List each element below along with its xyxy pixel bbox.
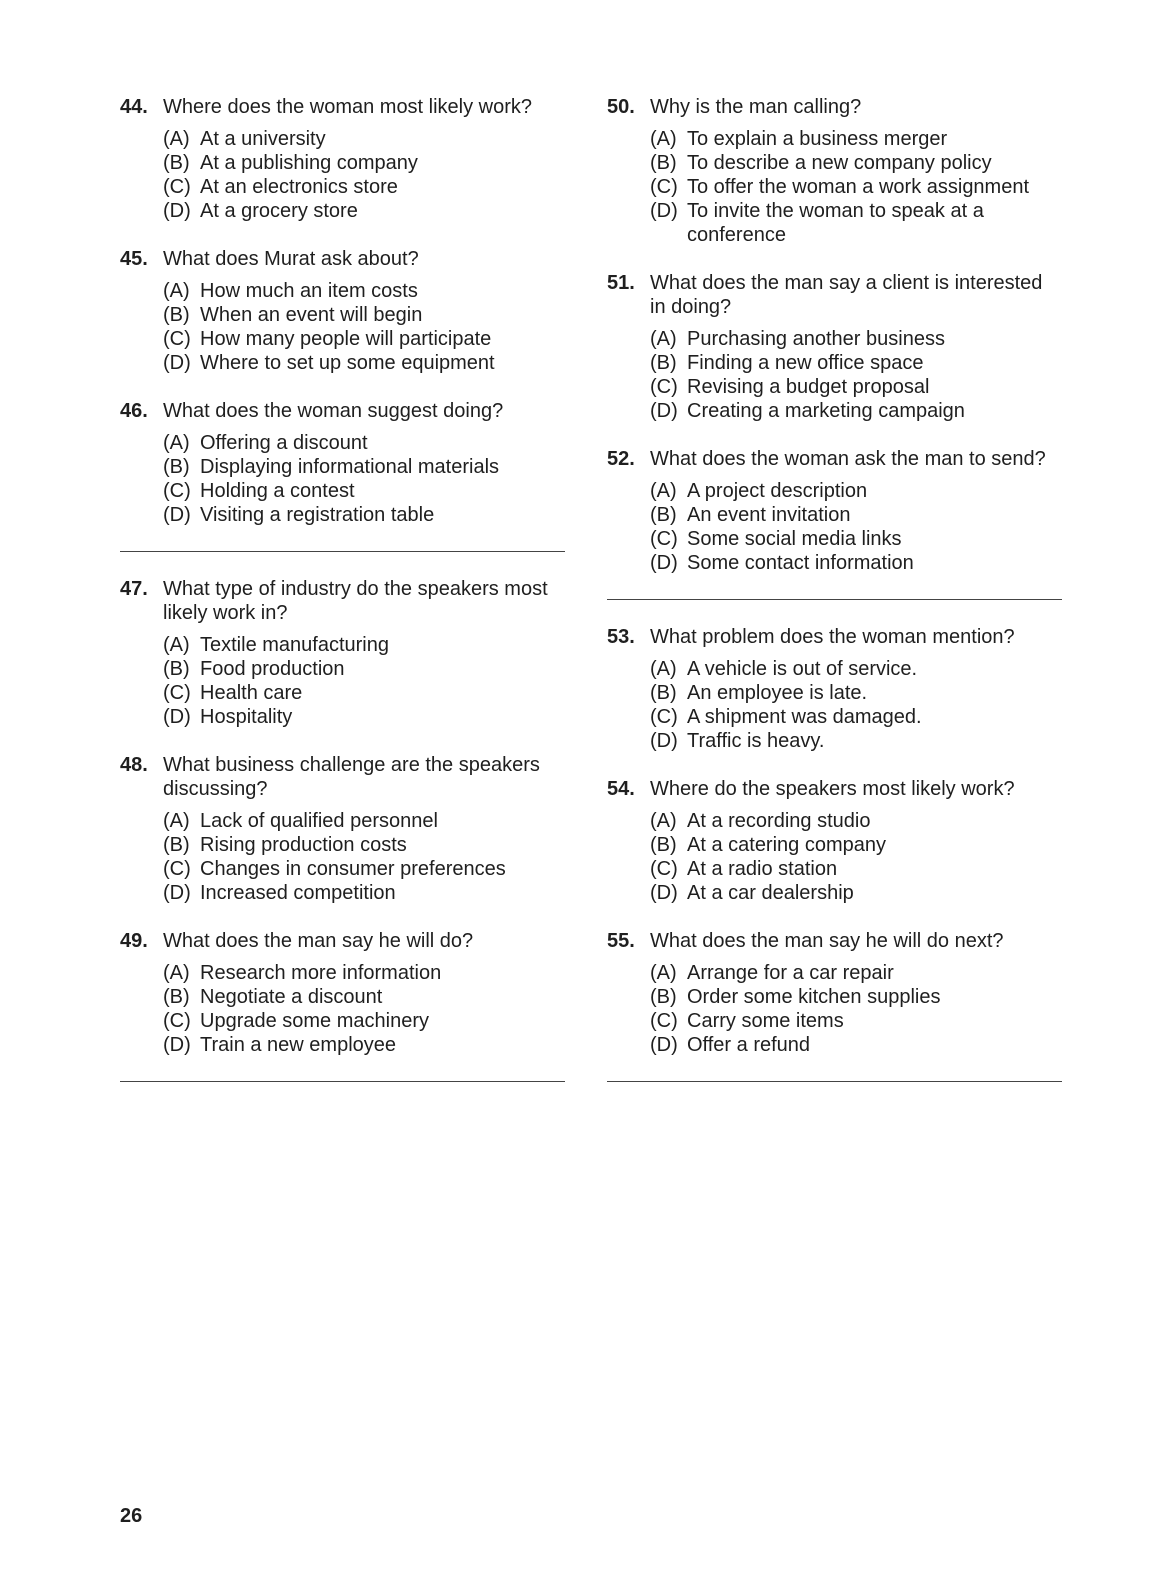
answer-option [163,961,565,985]
question-text: What does the man say he will do? [163,930,474,952]
answer-option [163,479,565,503]
answer-option [650,985,1062,1009]
option-letter: (C) [650,1010,678,1032]
answer-options [650,127,1062,247]
question-text: What does Murat ask about? [163,248,419,270]
question-number: 49. [120,930,148,952]
question-number: 44. [120,96,148,118]
answer-option [163,657,565,681]
option-letter: (C) [163,1010,191,1032]
option-letter: (B) [163,152,190,174]
option-letter: (B) [650,152,677,174]
option-letter: (C) [650,376,678,398]
option-text: Purchasing another business [687,328,945,350]
option-letter: (A) [650,658,677,680]
question-number: 52. [607,448,635,470]
answer-option [650,503,1062,527]
option-letter: (A) [163,810,190,832]
page-number: 26 [120,1505,143,1527]
option-letter: (D) [163,882,191,904]
answer-option [650,175,1062,199]
option-text: Research more information [200,962,442,984]
option-text: At a publishing company [200,152,418,174]
option-letter: (A) [163,432,190,454]
question-number: 54. [607,778,635,800]
answer-option [650,833,1062,857]
option-text: At a grocery store [200,200,358,222]
option-letter: (D) [163,504,191,526]
option-text: Visiting a registration table [200,504,435,526]
option-letter: (D) [163,352,191,374]
option-text: A project description [687,480,868,502]
option-letter: (B) [650,682,677,704]
question-spacer [120,729,565,753]
answer-option [650,857,1062,881]
option-letter: (C) [650,176,678,198]
answer-option [650,681,1062,705]
question-44 [120,95,565,223]
option-letter: (C) [650,528,678,550]
answer-option [163,705,565,729]
section-divider [607,599,1062,600]
answer-options [650,657,1062,753]
option-text: At an electronics store [200,176,398,198]
option-text: Arrange for a car repair [687,962,894,984]
answer-options [163,809,565,905]
option-text: Some contact information [687,552,914,574]
option-letter: (B) [163,658,190,680]
option-letter: (D) [163,200,191,222]
answer-option [163,809,565,833]
question-text: What type of industry do the speakers most likely work in? [163,578,548,624]
answer-option [163,351,565,375]
option-text: Rising production costs [200,834,407,856]
question-spacer [120,223,565,247]
option-text: Order some kitchen supplies [687,986,941,1008]
answer-options [650,809,1062,905]
option-letter: (A) [163,280,190,302]
option-text: Negotiate a discount [200,986,383,1008]
option-text: Some social media links [687,528,902,550]
question-number: 48. [120,754,148,776]
question-text: What does the woman suggest doing? [163,400,504,422]
question-spacer [120,375,565,399]
question-54 [607,777,1062,905]
option-text: Holding a contest [200,480,355,502]
answer-option [650,127,1062,151]
option-letter: (C) [163,328,191,350]
question-number: 47. [120,578,148,600]
answer-option [650,375,1062,399]
question-number: 45. [120,248,148,270]
option-letter: (C) [163,176,191,198]
answer-option [163,881,565,905]
option-text: An employee is late. [687,682,868,704]
answer-option [650,1009,1062,1033]
option-letter: (D) [163,706,191,728]
question-text: What problem does the woman mention? [650,626,1015,648]
answer-options [650,961,1062,1057]
option-letter: (A) [650,128,677,150]
right-question-column [607,95,1062,1082]
option-letter: (A) [650,810,677,832]
option-letter: (C) [650,706,678,728]
answer-option [650,351,1062,375]
question-number: 53. [607,626,635,648]
answer-option [163,833,565,857]
answer-options [163,633,565,729]
option-text: To describe a new company policy [687,152,992,174]
answer-option [163,431,565,455]
question-number: 51. [607,272,635,294]
question-number: 50. [607,96,635,118]
option-text: Health care [200,682,303,704]
option-text: Increased competition [200,882,396,904]
answer-option [163,1009,565,1033]
question-text: Why is the man calling? [650,96,862,118]
answer-option [163,503,565,527]
answer-option [650,1033,1062,1057]
option-text: Hospitality [200,706,293,728]
option-letter: (B) [650,986,677,1008]
question-48 [120,753,565,905]
option-letter: (D) [650,730,678,752]
question-number: 55. [607,930,635,952]
answer-option [163,985,565,1009]
option-letter: (B) [163,456,190,478]
answer-option [163,681,565,705]
question-text: Where do the speakers most likely work? [650,778,1015,800]
option-letter: (C) [163,858,191,880]
answer-option [163,127,565,151]
answer-options [163,127,565,223]
answer-option [650,527,1062,551]
answer-option [163,1033,565,1057]
answer-option [163,857,565,881]
option-text: A shipment was damaged. [687,706,922,728]
answer-option [650,705,1062,729]
answer-option [650,399,1062,423]
option-text: When an event will begin [200,304,423,326]
option-text: To explain a business merger [687,128,948,150]
option-letter: (A) [650,480,677,502]
option-text: Creating a marketing campaign [687,400,965,422]
option-text: To offer the woman a work assignment [687,176,1030,198]
option-text: At a catering company [687,834,886,856]
option-letter: (A) [163,962,190,984]
option-text: To invite the woman to speak at a conference [687,200,984,246]
option-text: Finding a new office space [687,352,924,374]
question-53 [607,625,1062,753]
left-question-column [120,95,565,1082]
question-number: 46. [120,400,148,422]
option-text: At a radio station [687,858,838,880]
option-text: At a recording studio [687,810,871,832]
option-text: At a car dealership [687,882,854,904]
answer-option [650,479,1062,503]
answer-option [650,809,1062,833]
answer-option [650,199,1062,247]
answer-option [163,327,565,351]
answer-option [163,175,565,199]
option-text: Where to set up some equipment [200,352,495,374]
option-letter: (A) [650,962,677,984]
option-letter: (B) [650,352,677,374]
answer-options [163,961,565,1057]
question-spacer [607,905,1062,929]
answer-options [163,431,565,527]
option-text: Changes in consumer preferences [200,858,506,880]
section-divider [120,551,565,552]
option-text: Revising a budget proposal [687,376,930,398]
option-letter: (D) [163,1034,191,1056]
answer-option [650,657,1062,681]
question-49 [120,929,565,1057]
option-letter: (B) [650,834,677,856]
option-letter: (B) [163,834,190,856]
option-letter: (D) [650,200,678,222]
question-51 [607,271,1062,423]
option-letter: (C) [650,858,678,880]
answer-option [163,303,565,327]
answer-options [650,327,1062,423]
option-letter: (B) [163,986,190,1008]
question-46 [120,399,565,527]
option-letter: (D) [650,552,678,574]
question-spacer [607,423,1062,447]
answer-option [163,279,565,303]
question-spacer [607,247,1062,271]
option-letter: (C) [163,682,191,704]
answer-option [163,151,565,175]
option-text: An event invitation [687,504,851,526]
option-letter: (A) [650,328,677,350]
option-text: Lack of qualified personnel [200,810,438,832]
option-text: A vehicle is out of service. [687,658,918,680]
answer-option [650,729,1062,753]
option-letter: (D) [650,882,678,904]
option-text: Upgrade some machinery [200,1010,429,1032]
option-text: Train a new employee [200,1034,397,1056]
question-text: Where does the woman most likely work? [163,96,533,118]
section-divider [607,1081,1062,1082]
question-text: What business challenge are the speakers discussing? [163,754,540,800]
question-spacer [120,905,565,929]
question-50 [607,95,1062,247]
answer-option [650,551,1062,575]
option-text: Displaying informational materials [200,456,500,478]
option-text: Food production [200,658,345,680]
option-text: Offer a refund [687,1034,811,1056]
answer-option [650,327,1062,351]
answer-option [163,455,565,479]
option-letter: (A) [163,634,190,656]
answer-options [650,479,1062,575]
question-45 [120,247,565,375]
answer-option [163,633,565,657]
option-text: How many people will participate [200,328,492,350]
answer-option [163,199,565,223]
option-text: How much an item costs [200,280,418,302]
option-letter: (A) [163,128,190,150]
question-47 [120,577,565,729]
option-text: Traffic is heavy. [687,730,825,752]
question-text: What does the man say he will do next? [650,930,1004,952]
question-spacer [607,753,1062,777]
answer-option [650,151,1062,175]
answer-options [163,279,565,375]
answer-option [650,961,1062,985]
option-letter: (B) [650,504,677,526]
option-text: Carry some items [687,1010,844,1032]
option-letter: (D) [650,400,678,422]
question-55 [607,929,1062,1057]
answer-option [650,881,1062,905]
option-text: Offering a discount [200,432,368,454]
option-text: At a university [200,128,326,150]
question-text: What does the woman ask the man to send? [650,448,1046,470]
option-letter: (D) [650,1034,678,1056]
option-letter: (B) [163,304,190,326]
question-text: What does the man say a client is interested in doing? [650,272,1043,318]
option-text: Textile manufacturing [200,634,389,656]
section-divider [120,1081,565,1082]
question-52 [607,447,1062,575]
option-letter: (C) [163,480,191,502]
